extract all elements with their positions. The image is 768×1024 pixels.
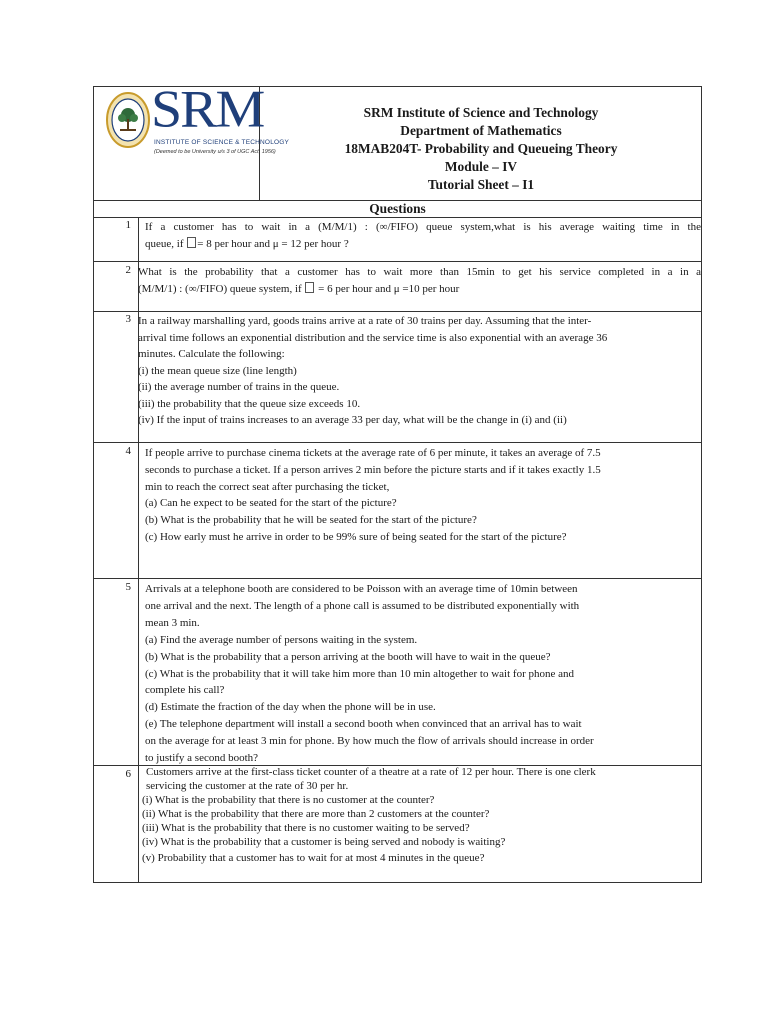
question-3 [138, 313, 694, 429]
question-line [138, 281, 701, 298]
institute-name: SRM Institute of Science and Technology [363, 105, 599, 120]
question-line: (a) Can he expect to be seated for the start of the picture? [145, 497, 397, 510]
missing-glyph-icon [305, 282, 314, 293]
question-line [145, 236, 701, 253]
module-label: Module – IV [444, 159, 518, 174]
question-line: (iii) the probability that the queue size exceeds 10. [138, 397, 361, 410]
question-line: minutes. Calculate the following: [138, 348, 285, 360]
department-name: Department of Mathematics [400, 123, 562, 138]
srm-logo [101, 80, 290, 164]
university-seal-icon [106, 91, 150, 149]
question-line: Customers arrive at the first-class ticket counter of a theatre at a rate of 12 per hour. There is one clerk [146, 766, 596, 778]
question-line: If a customer has to wait in a (M/M/1) : (∞/FIFO) queue system,what is his average waiting time in the [145, 221, 701, 233]
question-line: (iv) What is the probability that a customer is being served and nobody is waiting? [142, 836, 506, 848]
question-line: (e) The telephone department will install a second booth when convinced that an arrival has to wait [145, 718, 582, 731]
document-title [260, 104, 702, 194]
question-number: 6 [125, 768, 131, 780]
question-line: (i) What is the probability that there is no customer at the counter? [142, 794, 435, 806]
question-line: (ii) What is the probability that there are more than 2 customers at the counter? [142, 808, 490, 820]
question-line-part: = 8 per hour and μ = 12 per hour ? [197, 237, 349, 250]
question-5 [145, 581, 675, 767]
question-line: (b) What is the probability that a person arriving at the booth will have to wait in the queue? [145, 650, 551, 663]
question-line: (i) the mean queue size (line length) [138, 364, 297, 377]
question-number: 1 [125, 219, 131, 231]
question-line: Arrivals at a telephone booth are considered to be Poisson with an average time of 10min between [145, 583, 578, 595]
questions-heading: Questions [369, 201, 426, 216]
question-number: 4 [125, 445, 131, 457]
question-line: What is the probability that a customer has to wait more than 15min to get his service completed in a in a [138, 266, 701, 278]
tutorial-sheet-label: Tutorial Sheet – I1 [427, 177, 535, 192]
question-number: 2 [125, 264, 131, 276]
course-name: 18MAB204T- Probability and Queueing Theory [344, 141, 618, 156]
question-line: (c) What is the probability that it will take him more than 10 min altogether to wait for phone and [145, 667, 574, 680]
question-line: (b) What is the probability that he will be seated for the start of the picture? [145, 514, 477, 527]
question-line: In a railway marshalling yard, goods trains arrive at a rate of 30 trains per day. Assuming that the inter- [138, 315, 592, 327]
question-line: arrival time follows an exponential distribution and the service time is also exponential with an average 36 [138, 331, 608, 344]
institute-line: INSTITUTE OF SCIENCE & TECHNOLOGY [154, 139, 290, 146]
question-line: on the average for at least 3 min for phone. By how much the flow of arrivals should increase in order [145, 735, 594, 748]
question-line: (iv) If the input of trains increases to an average 33 per day, what will be the change in (i) and (ii) [138, 414, 567, 426]
question-line: (a) Find the average number of persons waiting in the system. [145, 633, 418, 646]
question-line-part: = 6 per hour and μ =10 per hour [315, 282, 460, 295]
deemed-line: (Deemed to be University u/s 3 of UGC Act, 1956) [154, 149, 276, 155]
question-line: (c) How early must he arrive in order to be 99% sure of being seated for the start of the picture? [145, 530, 567, 543]
srm-wordmark: SRM [151, 80, 264, 140]
question-line: seconds to purchase a ticket. If a person arrives 2 min before the picture starts and if it takes exactly 1.5 [145, 463, 601, 476]
question-6 [142, 765, 698, 865]
question-1 [145, 219, 701, 252]
question-line: to justify a second booth? [145, 752, 259, 765]
question-line: mean 3 min. [145, 616, 200, 629]
question-4 [145, 445, 685, 546]
question-line: If people arrive to purchase cinema tickets at the average rate of 6 per minute, it takes an average of 7.5 [145, 447, 601, 459]
question-number: 5 [125, 581, 131, 593]
question-2 [138, 264, 701, 297]
question-line: complete his call? [145, 684, 225, 697]
question-line-part: queue, if [145, 237, 187, 250]
question-number: 3 [125, 313, 131, 325]
question-line: servicing the customer at the rate of 30 per hr. [146, 780, 349, 792]
question-line: (ii) the average number of trains in the queue. [138, 381, 340, 393]
question-line: min to reach the correct seat after purchasing the ticket, [145, 480, 390, 493]
question-line: (d) Estimate the fraction of the day when the phone will be in use. [145, 701, 436, 714]
question-line: (iii) What is the probability that there is no customer waiting to be served? [142, 822, 470, 834]
missing-glyph-icon [187, 237, 196, 248]
question-line: (v) Probability that a customer has to wait for at most 4 minutes in the queue? [142, 852, 485, 864]
question-line-part: (M/M/1) : (∞/FIFO) queue system, if [138, 282, 305, 295]
question-line: one arrival and the next. The length of a phone call is assumed to be distributed exponentially with [145, 599, 580, 612]
